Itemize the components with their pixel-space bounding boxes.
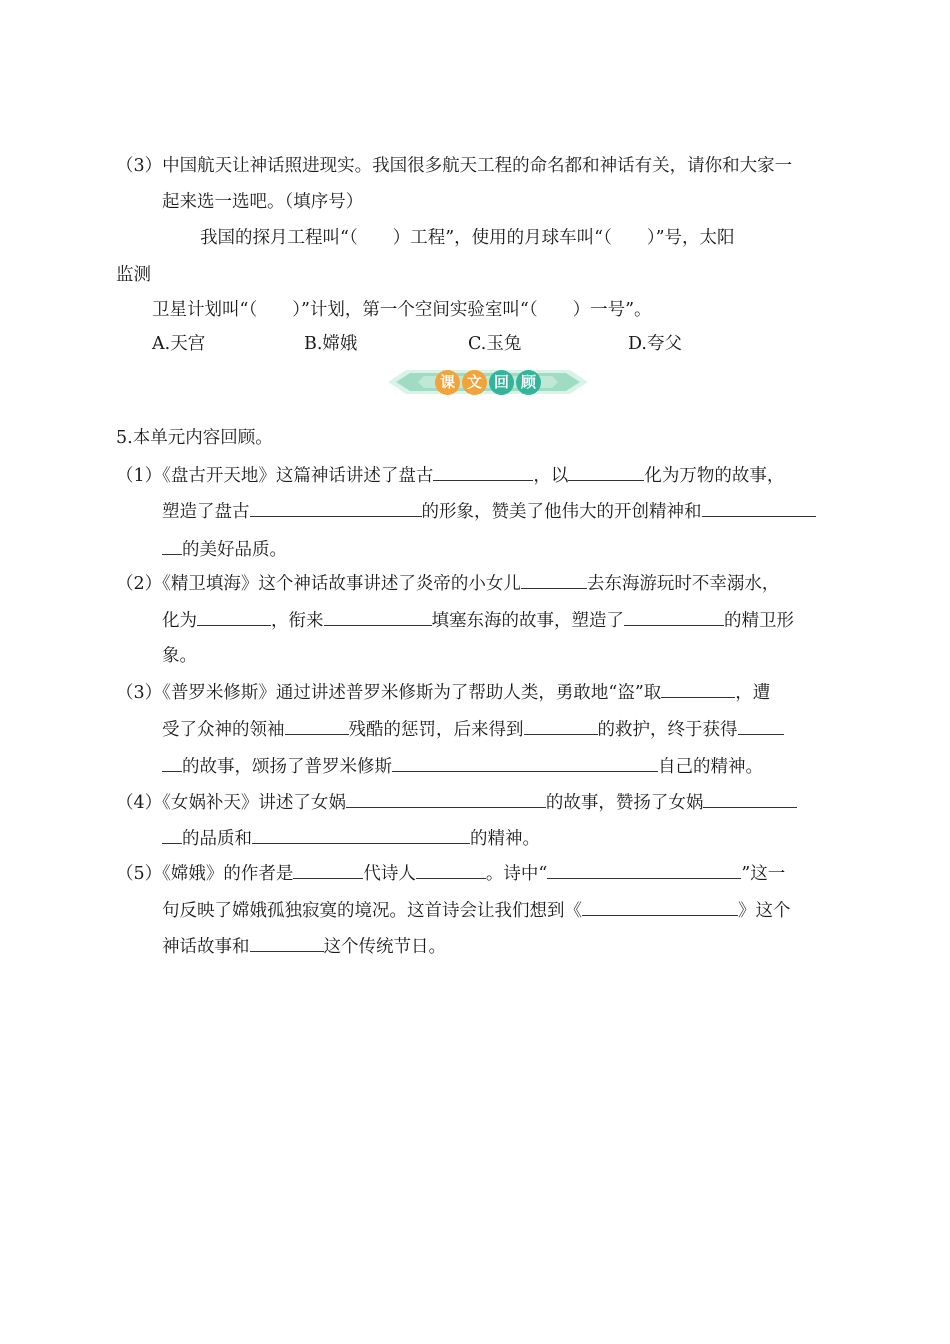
answer-blank[interactable] [392, 753, 658, 772]
answer-blank[interactable] [416, 860, 486, 879]
answer-blank[interactable] [582, 897, 738, 916]
s5-p5-line-3 [162, 933, 446, 959]
answer-blank[interactable] [521, 570, 587, 589]
section5-title: 5.本单元内容回顾。 [116, 428, 273, 448]
section-banner [388, 365, 588, 399]
text: ，遭 [735, 683, 771, 703]
text: 填塞东海的故事，塑造了 [431, 611, 624, 631]
q3-line-5: 卫星计划叫“（ ）”计划，第一个空间实验室叫“（ ）一号”。 [152, 300, 652, 320]
answer-blank[interactable] [702, 498, 816, 517]
answer-blank[interactable] [568, 462, 644, 481]
text: ，衔来 [271, 611, 324, 631]
q3-line-2: 起来选一选吧。（填序号） [162, 192, 364, 212]
answer-blank[interactable] [162, 753, 182, 772]
s5-p2-line-2 [162, 607, 794, 633]
banner-char-2: 文 [462, 370, 487, 395]
answer-blank[interactable] [624, 607, 724, 626]
text: （3）《普罗米修斯》通过讲述普罗米修斯为了帮助人类，勇敢地“盗”取 [116, 683, 662, 703]
option-d: D.夸父 [628, 334, 682, 354]
q3-line-3: 我国的探月工程叫“（ ）工程”，使用的月球车叫“（ ）”号，太阳 [200, 228, 735, 248]
text: 的美好品质。 [182, 540, 287, 560]
answer-blank[interactable] [524, 716, 598, 735]
s5-p2-line-1 [116, 570, 779, 596]
s5-p3-line-1 [116, 679, 770, 705]
answer-blank[interactable] [433, 462, 533, 481]
text: 的救护，终于获得 [597, 720, 738, 740]
text: 残酷的惩罚，后来得到 [348, 720, 524, 740]
s5-p5-line-2 [162, 897, 791, 923]
banner-char-1: 课 [435, 370, 460, 395]
banner-char-4: 顾 [516, 370, 541, 395]
text: （1）《盘古开天地》这篇神话讲述了盘古 [116, 466, 434, 486]
text: 的精神。 [470, 829, 540, 849]
s5-p5-line-1 [116, 860, 785, 886]
q3-line-4: 监测 [116, 265, 151, 285]
s5-p2-line-3: 象。 [162, 646, 197, 666]
text: 的品质和 [182, 829, 252, 849]
answer-blank[interactable] [293, 860, 363, 879]
answer-blank[interactable] [250, 498, 422, 517]
s5-p1-line-2 [162, 498, 816, 524]
answer-blank[interactable] [162, 825, 182, 844]
text: 去东海游玩时不幸溺水， [586, 574, 780, 594]
text: 化为万物的故事， [644, 466, 785, 486]
text: （5）《嫦娥》的作者是 [116, 864, 294, 884]
text: 自己的精神。 [658, 757, 763, 777]
text: 化为 [162, 611, 197, 631]
text: 的故事，赞扬了女娲 [545, 793, 704, 813]
option-a: A.天宫 [152, 334, 206, 354]
s5-p1-line-3 [162, 536, 287, 562]
option-c: C.玉兔 [468, 334, 522, 354]
text: 这个传统节日。 [323, 937, 446, 957]
text: 的形象，赞美了他伟大的开创精神和 [421, 502, 702, 522]
answer-blank[interactable] [547, 860, 741, 879]
q3-line-1: （3）中国航天让神话照进现实。我国很多航天工程的命名都和神话有关，请你和大家一 [116, 156, 793, 176]
answer-blank[interactable] [252, 825, 470, 844]
banner-char-3: 回 [489, 370, 514, 395]
text: ”这一 [741, 864, 786, 884]
text: 句反映了嫦娥孤独寂寞的境况。这首诗会让我们想到《 [162, 901, 582, 921]
text: 受了众神的领袖 [162, 720, 285, 740]
text: 代诗人 [363, 864, 416, 884]
text: 塑造了盘古 [162, 502, 250, 522]
answer-blank[interactable] [285, 716, 349, 735]
text: 的故事，颂扬了普罗米修斯 [182, 757, 392, 777]
text: 》这个 [738, 901, 791, 921]
s5-p3-line-3 [162, 753, 763, 779]
answer-blank[interactable] [162, 536, 182, 555]
s5-p4-line-2 [162, 825, 540, 851]
answer-blank[interactable] [703, 789, 797, 808]
answer-blank[interactable] [346, 789, 546, 808]
text: 。诗中“ [485, 864, 548, 884]
answer-blank[interactable] [324, 607, 432, 626]
text: 的精卫形 [724, 611, 794, 631]
answer-blank[interactable] [661, 679, 735, 698]
s5-p1-line-1 [116, 462, 784, 488]
text: （4）《女娲补天》讲述了女娲 [116, 793, 346, 813]
text: 神话故事和 [162, 937, 250, 957]
text: （2）《精卫填海》这个神话故事讲述了炎帝的小女儿 [116, 574, 521, 594]
answer-blank[interactable] [250, 933, 324, 952]
s5-p3-line-2 [162, 716, 784, 742]
option-b: B.嫦娥 [304, 334, 358, 354]
text: ，以 [533, 466, 569, 486]
answer-blank[interactable] [197, 607, 271, 626]
s5-p4-line-1 [116, 789, 797, 815]
answer-blank[interactable] [738, 716, 784, 735]
